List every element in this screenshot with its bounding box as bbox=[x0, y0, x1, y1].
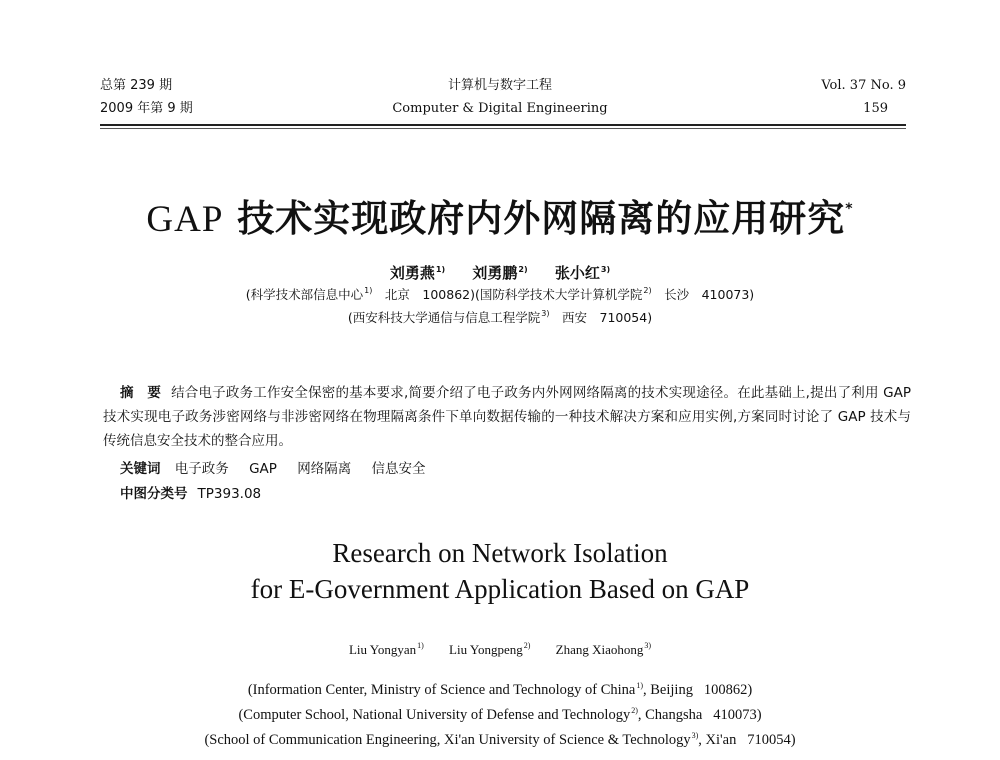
classification-value: TP393.08 bbox=[197, 486, 262, 502]
page-number: 159 bbox=[863, 101, 888, 116]
header-rule bbox=[100, 124, 906, 126]
abstract-cn bbox=[103, 381, 911, 453]
journal-name-cn: 计算机与数字工程 bbox=[447, 78, 552, 93]
keyword: 信息安全 bbox=[371, 461, 426, 477]
author: Liu Yongpeng$^{2)}$ bbox=[449, 641, 531, 657]
keywords-label: 关键词 bbox=[120, 461, 161, 477]
keyword: 网络隔离 bbox=[297, 461, 352, 477]
author: Liu Yongyan$^{1)}$ bbox=[348, 641, 424, 657]
affiliation-en: (Information Center, Ministry of Science and Technology of China$^{1)}$, Beijing 100862) bbox=[247, 681, 753, 698]
paper-title-cn bbox=[0, 188, 1000, 242]
author: 刘勇鹏$^{2)}$ bbox=[472, 264, 528, 282]
paper-title-en-line2: for E-Government Application Based on GAP bbox=[250, 574, 750, 604]
journal-name-en: Computer & Digital Engineering bbox=[392, 101, 608, 116]
authors-cn bbox=[0, 262, 1000, 283]
classification-label: 中图分类号 bbox=[120, 486, 188, 502]
abstract-text: 结合电子政务工作安全保密的基本要求,简要介绍了电子政务内外网网络隔离的技术实现途径。在此基础上,提出了利用 GAP 技术实现电子政务涉密网络与非涉密网络在物理隔离条件下单向数据传输的一种技术解决方案和应用实例,方案同时讨论了 GAP 技术与传统信息安全技术的整合应用。 bbox=[103, 385, 911, 449]
author: 张小红$^{3)}$ bbox=[554, 264, 611, 282]
author: Zhang Xiaohong$^{3)}$ bbox=[555, 641, 652, 657]
keyword: 电子政务 bbox=[174, 461, 229, 477]
affiliation-en: (School of Communication Engineering, Xi'an University of Science & Technology$^{3)}$, Xi'an 710054) bbox=[204, 731, 796, 748]
affiliation-en: (Computer School, National University of Defense and Technology$^{2)}$, Changsha 410073) bbox=[238, 706, 762, 723]
authors-en bbox=[0, 641, 1000, 658]
abstract-label: 摘 要 bbox=[120, 385, 162, 401]
paper-title-en-line1: Research on Network Isolation bbox=[332, 538, 668, 568]
issue-total: 总第 239 期 bbox=[100, 78, 173, 93]
title-footnote-mark: * bbox=[845, 201, 854, 217]
volume-number: Vol. 37 No. 9 bbox=[821, 78, 906, 93]
keywords bbox=[120, 457, 442, 477]
affiliation-cn: (科学技术部信息中心$^{1)}$ 北京 100862)(国防科学技术大学计算机学院$^{2)}$ 长沙 410073) bbox=[245, 286, 755, 302]
issue-date: 2009 年第 9 期 bbox=[100, 101, 193, 116]
classification bbox=[120, 482, 261, 502]
header-rule-thin bbox=[100, 128, 906, 129]
title-prefix: GAP bbox=[146, 199, 224, 240]
title-text: 技术实现政府内外网隔离的应用研究 bbox=[237, 197, 846, 240]
affiliation-cn: (西安科技大学通信与信息工程学院$^{3)}$ 西安 710054) bbox=[347, 309, 653, 325]
author: 刘勇燕$^{1)}$ bbox=[389, 264, 446, 282]
keyword: GAP bbox=[249, 461, 277, 477]
